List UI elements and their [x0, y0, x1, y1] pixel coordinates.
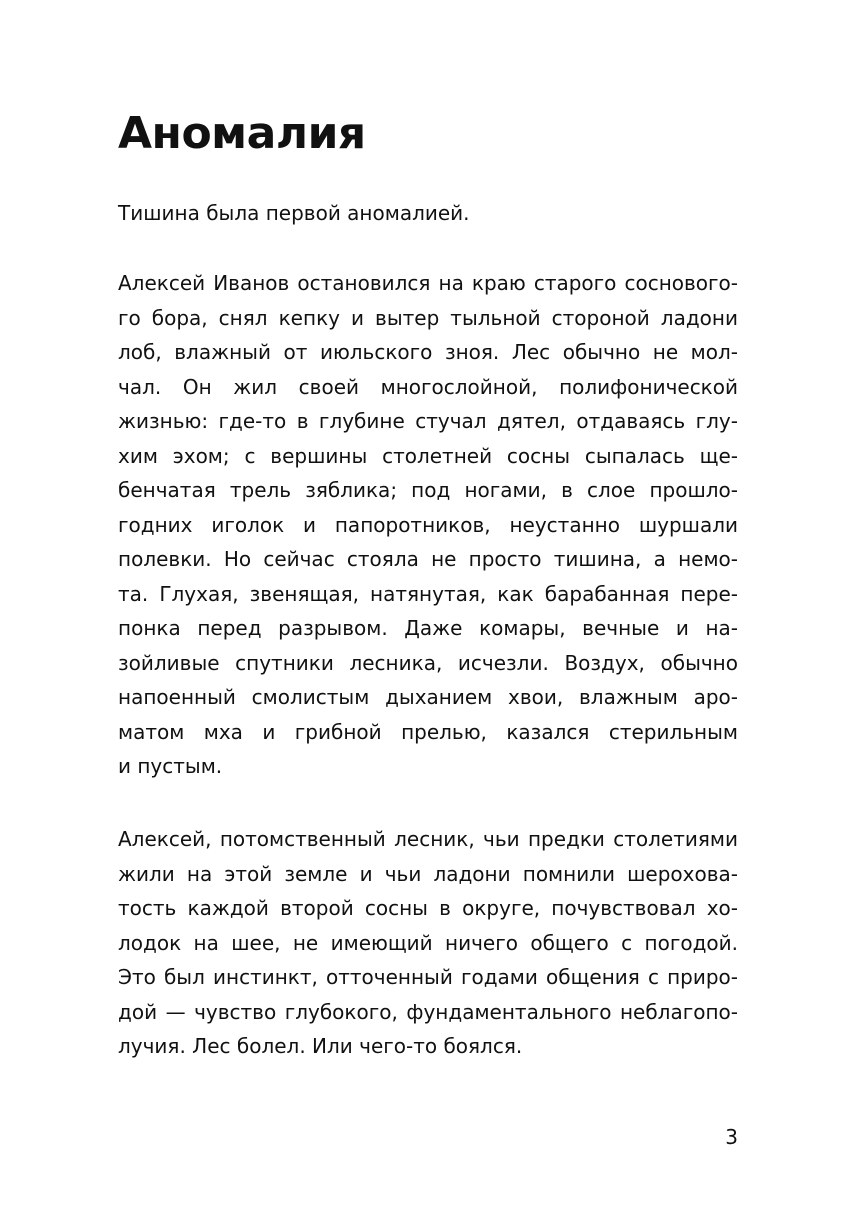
paragraph-line: жили на этой земле и чьи ладони помнили шерохова-	[118, 861, 738, 886]
paragraph-line: та. Глухая, звенящая, натянутая, как барабанная пере-	[118, 581, 738, 606]
paragraph-line: матом мха и грибной прелью, казался стерильным	[118, 719, 738, 744]
paragraph-line: лучия. Лес болел. Или чего-то боялся.	[118, 1034, 523, 1058]
paragraph-2	[118, 266, 738, 784]
paragraph-line: понка перед разрывом. Даже комары, вечные и на-	[118, 616, 738, 640]
paragraph-line: хим эхом; с вершины столетней сосны сыпалась ще-	[118, 443, 738, 468]
paragraph-line: и пустым.	[118, 754, 223, 778]
paragraph-line: Тишина была первой аномалией.	[118, 201, 470, 225]
paragraph-line: чал. Он жил своей многослойной, полифонической	[118, 374, 738, 399]
paragraph-line: лодок на шее, не имеющий ничего общего с погодой.	[118, 930, 738, 955]
paragraph-line: годних иголок и папоротников, неустанно шуршали	[118, 512, 738, 537]
paragraph-line: го бора, снял кепку и вытер тыльной стороной ладони	[118, 305, 738, 330]
paragraph-line: Это был инстинкт, отточенный годами общения с приро-	[118, 965, 738, 989]
paragraph-line: Алексей, потомственный лесник, чьи предки столетиями	[118, 827, 738, 851]
paragraph-1	[118, 196, 738, 231]
paragraph-line: тость каждой второй сосны в округе, почувствовал хо-	[118, 896, 738, 920]
paragraph-line: дой — чувство глубокого, фундаментального неблагопо-	[118, 999, 738, 1024]
paragraph-line: напоенный смолистым дыханием хвои, влажным аро-	[118, 685, 738, 709]
paragraph-line: полевки. Но сейчас стояла не просто тишина, а немо-	[118, 547, 738, 571]
paragraph-3	[118, 822, 738, 1064]
paragraph-line: жизнью: где-то в глубине стучал дятел, отдаваясь глу-	[118, 409, 738, 433]
page-number: 3	[725, 1125, 738, 1149]
paragraph-line: лоб, влажный от июльского зноя. Лес обычно не мол-	[118, 340, 738, 364]
chapter-title: Аномалия	[118, 108, 366, 159]
paragraph-line: бенчатая трель зяблика; под ногами, в слое прошло-	[118, 478, 738, 502]
paragraph-line: зойливые спутники лесника, исчезли. Воздух, обычно	[118, 650, 738, 675]
paragraph-line: Алексей Иванов остановился на краю старого соснового-	[118, 271, 738, 295]
